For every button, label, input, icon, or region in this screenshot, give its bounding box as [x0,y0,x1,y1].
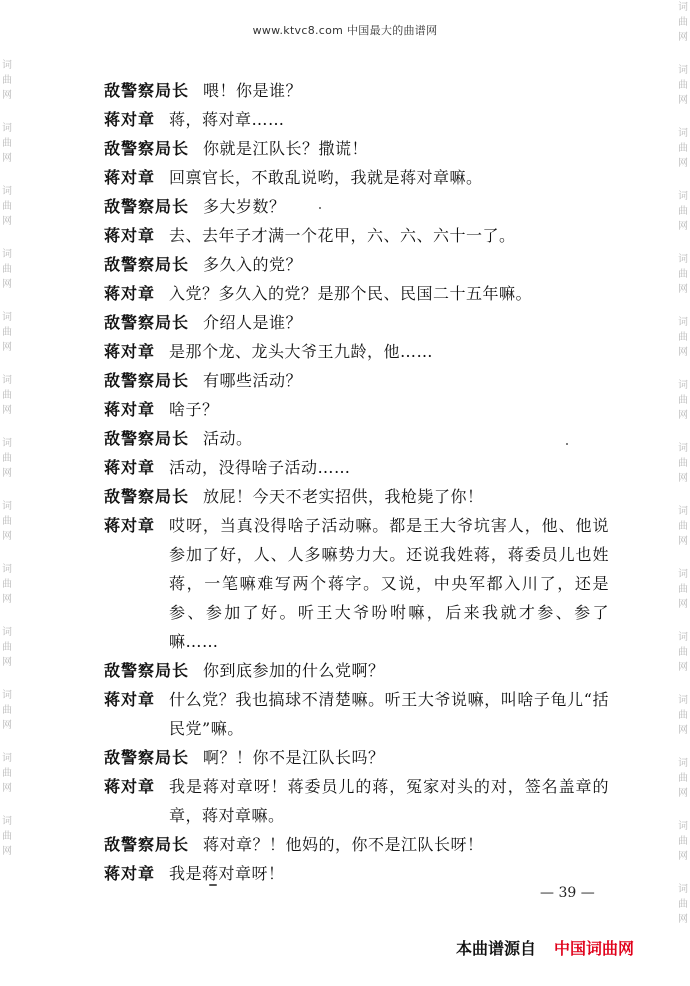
dialogue-line [104,772,644,830]
scan-speck [209,884,217,886]
watermark-group [676,630,690,675]
speech-text: 蒋对章？！他妈的，你不是江队长呀！ [203,835,484,854]
watermark-char: 曲 [2,327,12,338]
watermark-char: 词 [2,123,12,134]
speaker-name: 蒋对章 [104,864,156,883]
watermark-group [676,189,690,234]
watermark-char: 词 [2,186,12,197]
watermark-char: 网 [678,32,688,43]
watermark-char: 网 [2,342,12,353]
watermark-char: 词 [2,375,12,386]
watermark-char: 词 [678,2,688,13]
watermark-group [0,688,14,733]
speaker-name: 敌警察局长 [104,313,190,332]
watermark-group [676,63,690,108]
watermark-char: 曲 [678,836,688,847]
watermark-group [676,126,690,171]
speaker-name: 敌警察局长 [104,81,190,100]
dialogue-line [104,830,644,859]
dialogue-line [104,366,644,395]
watermark-group [676,0,690,45]
speech-text: 活动。 [203,429,253,448]
watermark-char: 曲 [678,710,688,721]
speech-text: 哎呀，当真没得啥子活动嘛。都是王大爷坑害人，他、他说参加了好，人、人多嘛势力大。还说我姓蒋，蒋委员儿也姓蒋，一笔嘛难写两个蒋字。又说，中央军都入川了，还是参、参加了好。听王大爷吩咐嘛，后来我就才参、参了嘛…… [169,516,610,651]
watermark-char: 网 [678,473,688,484]
page-number: — 39 — [540,885,595,901]
watermark-char: 网 [2,657,12,668]
watermark-char: 曲 [2,768,12,779]
watermark-char: 网 [678,914,688,925]
speaker-name: 敌警察局长 [104,748,190,767]
watermark-group [0,58,14,103]
dialogue-line [104,250,644,279]
dialogue-line [104,337,644,366]
dialogue-line [104,192,644,221]
watermark-char: 网 [2,153,12,164]
watermark-char: 曲 [678,899,688,910]
watermark-group [0,436,14,481]
watermark-group [676,441,690,486]
dialogue-line [104,76,644,105]
dialogue-line [104,511,644,656]
watermark-char: 网 [678,221,688,232]
footer-site-link[interactable]: 中国词曲网 [554,939,635,958]
watermark-char: 词 [678,380,688,391]
speaker-name: 蒋对章 [104,226,156,245]
watermark-group [676,756,690,801]
watermark-char: 曲 [2,516,12,527]
watermark-char: 词 [678,884,688,895]
watermark-char: 曲 [2,831,12,842]
speaker-name: 蒋对章 [104,400,156,419]
speaker-name: 敌警察局长 [104,835,190,854]
watermark-char: 词 [678,758,688,769]
watermark-group [676,378,690,423]
watermark-char: 网 [2,468,12,479]
watermark-char: 网 [678,410,688,421]
watermark-char: 曲 [678,332,688,343]
watermark-char: 网 [2,90,12,101]
watermark-char: 曲 [678,584,688,595]
scan-speck [566,443,568,445]
watermark-char: 词 [678,317,688,328]
watermark-char: 网 [678,536,688,547]
watermark-char: 网 [2,405,12,416]
watermark-group [676,693,690,738]
footer-source-label: 本曲谱源自 [456,939,537,958]
watermark-char: 词 [678,821,688,832]
dialogue-line [104,279,644,308]
watermark-char: 网 [2,783,12,794]
speech-text: 啊？！你不是江队长吗？ [203,748,385,767]
watermark-char: 词 [2,438,12,449]
watermark-char: 曲 [678,206,688,217]
speaker-name: 敌警察局长 [104,255,190,274]
speaker-name: 敌警察局长 [104,429,190,448]
watermark-char: 曲 [2,705,12,716]
watermark-char: 网 [678,662,688,673]
dialogue-line [104,482,644,511]
watermark-right [676,0,690,945]
speaker-name: 蒋对章 [104,284,156,303]
watermark-group [676,504,690,549]
speech-text: 有哪些活动？ [203,371,303,390]
watermark-char: 网 [678,95,688,106]
watermark-char: 曲 [2,201,12,212]
watermark-char: 词 [678,695,688,706]
watermark-char: 词 [678,443,688,454]
watermark-char: 曲 [2,75,12,86]
watermark-char: 词 [678,632,688,643]
watermark-char: 词 [2,816,12,827]
watermark-char: 词 [2,753,12,764]
watermark-group [0,562,14,607]
dialogue-line [104,105,644,134]
watermark-group [676,819,690,864]
speech-text: 介绍人是谁？ [203,313,303,332]
watermark-char: 词 [2,564,12,575]
speech-text: 什么党？我也搞球不清楚嘛。听王大爷说嘛，叫啥子龟儿“括民党”嘛。 [169,690,610,738]
watermark-char: 网 [678,725,688,736]
watermark-group [0,247,14,292]
watermark-char: 词 [2,249,12,260]
speaker-name: 蒋对章 [104,342,156,361]
watermark-char: 曲 [678,17,688,28]
watermark-char: 词 [678,65,688,76]
watermark-char: 曲 [678,269,688,280]
watermark-char: 曲 [678,647,688,658]
speaker-name: 敌警察局长 [104,661,190,680]
watermark-char: 网 [678,851,688,862]
watermark-char: 曲 [2,579,12,590]
watermark-group [0,499,14,544]
watermark-group [676,567,690,612]
watermark-group [0,310,14,355]
speaker-name: 蒋对章 [104,516,156,535]
watermark-char: 词 [678,128,688,139]
watermark-char: 词 [678,506,688,517]
speaker-name: 蒋对章 [104,168,156,187]
speech-text: 活动，没得啥子活动…… [169,458,351,477]
speech-text: 蒋，蒋对章…… [169,110,285,129]
watermark-char: 曲 [678,80,688,91]
watermark-char: 词 [2,312,12,323]
speech-text: 去、去年子才满一个花甲，六、六、六十一了。 [169,226,516,245]
watermark-char: 词 [678,191,688,202]
watermark-group [0,373,14,418]
watermark-char: 网 [2,846,12,857]
watermark-char: 曲 [2,138,12,149]
speech-text: 你就是江队长？撒谎！ [203,139,369,158]
watermark-group [0,814,14,859]
dialogue-line [104,656,644,685]
dialogue-line [104,424,644,453]
watermark-group [0,184,14,229]
watermark-char: 网 [2,216,12,227]
speech-text: 是那个龙、龙头大爷王九龄，他…… [169,342,434,361]
scan-speck [319,207,321,209]
speaker-name: 敌警察局长 [104,371,190,390]
watermark-char: 曲 [678,458,688,469]
watermark-group [0,121,14,166]
script-body [104,76,644,888]
dialogue-line [104,453,644,482]
watermark-char: 网 [2,531,12,542]
watermark-char: 网 [678,158,688,169]
watermark-char: 词 [2,501,12,512]
watermark-char: 曲 [2,390,12,401]
speech-text: 入党？多久入的党？是那个民、民国二十五年嘛。 [169,284,533,303]
dialogue-line [104,134,644,163]
watermark-char: 词 [2,60,12,71]
watermark-char: 网 [2,720,12,731]
speaker-name: 敌警察局长 [104,139,190,158]
watermark-char: 网 [678,347,688,358]
watermark-char: 网 [678,284,688,295]
watermark-char: 曲 [2,642,12,653]
watermark-group [676,882,690,927]
speech-text: 多大岁数？ [203,197,286,216]
speaker-name: 蒋对章 [104,690,156,709]
watermark-char: 曲 [2,264,12,275]
watermark-char: 词 [678,569,688,580]
watermark-char: 曲 [2,453,12,464]
speech-text: 你到底参加的什么党啊？ [203,661,385,680]
dialogue-line [104,163,644,192]
dialogue-line [104,395,644,424]
watermark-char: 曲 [678,395,688,406]
watermark-char: 词 [678,254,688,265]
speech-text: 我是蒋对章呀！蒋委员儿的蒋，冤家对头的对，签名盖章的章，蒋对章嘛。 [169,777,610,825]
speaker-name: 敌警察局长 [104,487,190,506]
speaker-name: 蒋对章 [104,110,156,129]
speech-text: 回禀官长，不敢乱说哟，我就是蒋对章嘛。 [169,168,483,187]
watermark-char: 曲 [678,143,688,154]
watermark-group [0,625,14,670]
dialogue-line [104,859,644,888]
speaker-name: 敌警察局长 [104,197,190,216]
dialogue-line [104,743,644,772]
dialogue-line [104,685,644,743]
speech-text: 喂！你是谁？ [203,81,303,100]
speech-text: 我是蒋对章呀！ [169,864,285,883]
speaker-name: 蒋对章 [104,458,156,477]
watermark-char: 网 [678,788,688,799]
watermark-group [676,315,690,360]
speech-text: 多久入的党？ [203,255,303,274]
dialogue-line [104,308,644,337]
dialogue-line [104,221,644,250]
speech-text: 啥子？ [169,400,219,419]
watermark-char: 曲 [678,773,688,784]
speech-text: 放屁！今天不老实招供，我枪毙了你！ [203,487,484,506]
source-footer [456,936,634,959]
watermark-char: 曲 [678,521,688,532]
watermark-left [0,58,14,877]
watermark-char: 词 [2,690,12,701]
watermark-group [0,751,14,796]
watermark-char: 网 [2,279,12,290]
watermark-group [676,252,690,297]
speaker-name: 蒋对章 [104,777,156,796]
watermark-char: 网 [678,599,688,610]
watermark-char: 词 [2,627,12,638]
watermark-char: 网 [2,594,12,605]
page-header: www.ktvc8.com 中国最大的曲谱网 [252,24,438,37]
